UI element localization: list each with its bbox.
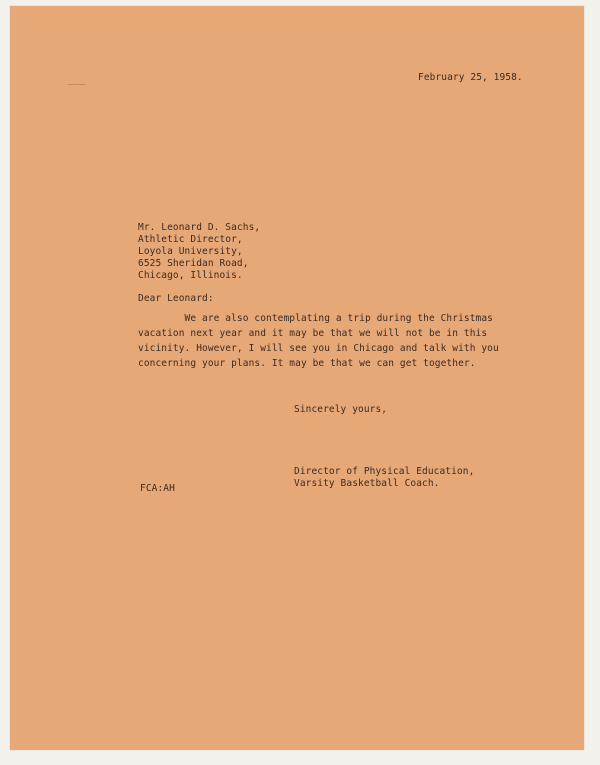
reference-initials: FCA:AH <box>140 483 175 494</box>
signature-block <box>294 466 474 490</box>
address-line: Mr. Leonard D. Sachs, <box>138 222 261 233</box>
recipient-address <box>138 222 260 282</box>
body-line: vacation next year and it may be that we will not be in this <box>138 328 488 339</box>
address-line: Loyola University, <box>138 246 243 257</box>
address-line: Athletic Director, <box>138 234 243 245</box>
closing: Sincerely yours, <box>294 404 388 415</box>
letter-body <box>138 311 499 371</box>
letter-page <box>10 6 584 750</box>
body-line: concerning your plans. It may be that we can get together. <box>138 358 476 369</box>
signature-line: Varsity Basketball Coach. <box>294 478 440 489</box>
signature-line: Director of Physical Education, <box>294 466 475 477</box>
address-line: Chicago, Illinois. <box>138 270 243 281</box>
salutation: Dear Leonard: <box>138 293 214 304</box>
body-line: vicinity. However, I will see you in Chicago and talk with you <box>138 343 499 354</box>
body-line: We are also contemplating a trip during the Christmas <box>138 313 493 324</box>
letter-date: February 25, 1958. <box>418 72 523 83</box>
paper-mark <box>68 84 86 85</box>
address-line: 6525 Sheridan Road, <box>138 258 249 269</box>
